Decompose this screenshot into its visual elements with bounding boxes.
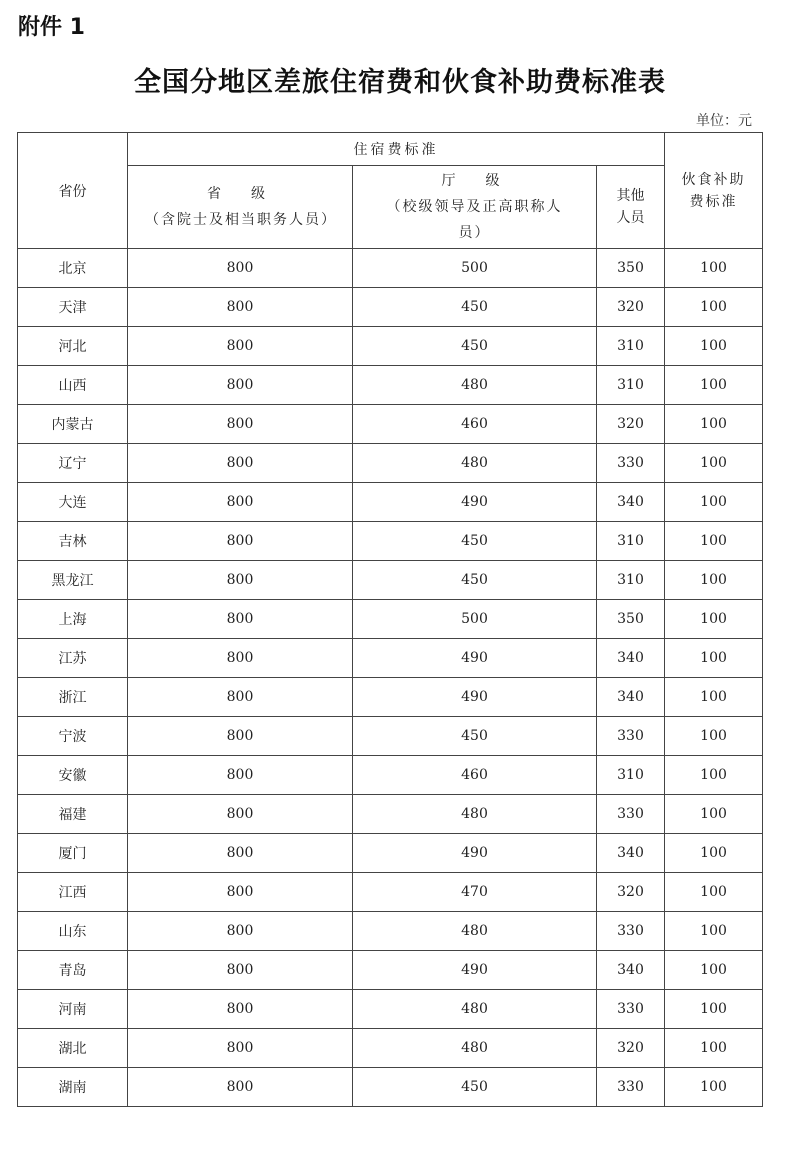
- table-row: [18, 1029, 763, 1068]
- provincial-level-note: （含院士及相当职务人员）: [145, 212, 337, 228]
- other-staff-cell: 340: [597, 678, 665, 717]
- other-staff-cell: 350: [597, 600, 665, 639]
- other-staff-cell: 310: [597, 522, 665, 561]
- other-staff-cell: 340: [597, 834, 665, 873]
- provincial-level-cell: 800: [128, 834, 353, 873]
- table-row: [18, 444, 763, 483]
- department-level-cell: 450: [353, 288, 597, 327]
- provincial-level-header: [128, 166, 353, 249]
- other-staff-cell: 330: [597, 795, 665, 834]
- department-level-cell: 490: [353, 483, 597, 522]
- province-cell: 大连: [18, 483, 128, 522]
- department-level-header: [353, 166, 597, 249]
- standards-table: [17, 132, 763, 1107]
- table-row: [18, 522, 763, 561]
- meal-allowance-cell: 100: [665, 873, 763, 912]
- provincial-level-label: 省 级: [207, 186, 273, 202]
- meal-allowance-cell: 100: [665, 288, 763, 327]
- province-cell: 浙江: [18, 678, 128, 717]
- meal-allowance-cell: 100: [665, 405, 763, 444]
- department-level-cell: 460: [353, 405, 597, 444]
- provincial-level-cell: 800: [128, 366, 353, 405]
- other-staff-cell: 310: [597, 561, 665, 600]
- attachment-label: 附件 1: [18, 15, 85, 40]
- provincial-level-cell: 800: [128, 678, 353, 717]
- province-cell: 河南: [18, 990, 128, 1029]
- department-level-cell: 490: [353, 951, 597, 990]
- department-level-cell: 490: [353, 639, 597, 678]
- meal-allowance-cell: 100: [665, 522, 763, 561]
- province-cell: 厦门: [18, 834, 128, 873]
- meal-allowance-cell: 100: [665, 834, 763, 873]
- provincial-level-cell: 800: [128, 444, 353, 483]
- meal-allowance-cell: 100: [665, 249, 763, 288]
- meal-allowance-cell: 100: [665, 678, 763, 717]
- department-level-cell: 480: [353, 366, 597, 405]
- department-level-note: （校级领导及正高职称人员）: [386, 199, 563, 241]
- meal-allowance-cell: 100: [665, 639, 763, 678]
- department-level-cell: 480: [353, 795, 597, 834]
- department-level-cell: 480: [353, 1029, 597, 1068]
- other-staff-cell: 310: [597, 756, 665, 795]
- unit-label: 单位：元: [696, 113, 752, 129]
- department-level-cell: 500: [353, 249, 597, 288]
- other-staff-cell: 330: [597, 990, 665, 1029]
- page-title: 全国分地区差旅住宿费和伙食补助费标准表: [134, 67, 666, 98]
- provincial-level-cell: 800: [128, 522, 353, 561]
- other-staff-cell: 320: [597, 288, 665, 327]
- province-cell: 吉林: [18, 522, 128, 561]
- department-level-cell: 450: [353, 561, 597, 600]
- meal-allowance-header: [665, 133, 763, 249]
- table-row: [18, 795, 763, 834]
- table-row: [18, 600, 763, 639]
- table-row: [18, 990, 763, 1029]
- provincial-level-cell: 800: [128, 561, 353, 600]
- other-staff-cell: 350: [597, 249, 665, 288]
- meal-allowance-cell: 100: [665, 483, 763, 522]
- department-level-cell: 470: [353, 873, 597, 912]
- other-staff-cell: 310: [597, 327, 665, 366]
- meal-allowance-cell: 100: [665, 990, 763, 1029]
- header-row-sub: [18, 166, 763, 249]
- provincial-level-cell: 800: [128, 483, 353, 522]
- meal-allowance-cell: 100: [665, 561, 763, 600]
- table-row: [18, 756, 763, 795]
- table-row: [18, 678, 763, 717]
- province-cell: 山西: [18, 366, 128, 405]
- provincial-level-cell: 800: [128, 912, 353, 951]
- table-row: [18, 639, 763, 678]
- other-staff-cell: 340: [597, 951, 665, 990]
- province-cell: 河北: [18, 327, 128, 366]
- provincial-level-cell: 800: [128, 405, 353, 444]
- provincial-level-cell: 800: [128, 288, 353, 327]
- department-level-label: 厅 级: [441, 173, 508, 189]
- table-row: [18, 1068, 763, 1107]
- provincial-level-cell: 800: [128, 600, 353, 639]
- meal-allowance-cell: 100: [665, 444, 763, 483]
- meal-allowance-cell: 100: [665, 1029, 763, 1068]
- table-row: [18, 327, 763, 366]
- other-staff-cell: 330: [597, 444, 665, 483]
- department-level-cell: 490: [353, 834, 597, 873]
- province-cell: 湖南: [18, 1068, 128, 1107]
- provincial-level-cell: 800: [128, 990, 353, 1029]
- table-row: [18, 912, 763, 951]
- other-staff-header-text: 其他人员: [616, 188, 645, 226]
- province-cell: 内蒙古: [18, 405, 128, 444]
- meal-allowance-cell: 100: [665, 717, 763, 756]
- province-header: 省份: [18, 133, 128, 249]
- other-staff-header: [597, 166, 665, 249]
- province-cell: 山东: [18, 912, 128, 951]
- other-staff-cell: 320: [597, 1029, 665, 1068]
- department-level-cell: 480: [353, 912, 597, 951]
- table-row: [18, 834, 763, 873]
- other-staff-cell: 330: [597, 1068, 665, 1107]
- table-row: [18, 561, 763, 600]
- provincial-level-cell: 800: [128, 717, 353, 756]
- other-staff-cell: 330: [597, 912, 665, 951]
- table-row: [18, 249, 763, 288]
- other-staff-cell: 340: [597, 639, 665, 678]
- provincial-level-cell: 800: [128, 1068, 353, 1107]
- other-staff-cell: 320: [597, 405, 665, 444]
- provincial-level-cell: 800: [128, 249, 353, 288]
- department-level-cell: 450: [353, 522, 597, 561]
- header-row-top: [18, 133, 763, 166]
- table-body: [18, 133, 763, 1107]
- department-level-cell: 450: [353, 327, 597, 366]
- provincial-level-cell: 800: [128, 1029, 353, 1068]
- meal-allowance-cell: 100: [665, 795, 763, 834]
- province-cell: 宁波: [18, 717, 128, 756]
- provincial-level-cell: 800: [128, 756, 353, 795]
- other-staff-cell: 330: [597, 717, 665, 756]
- province-cell: 北京: [18, 249, 128, 288]
- province-cell: 天津: [18, 288, 128, 327]
- lodging-standard-header: 住宿费标准: [128, 133, 665, 166]
- table-row: [18, 288, 763, 327]
- table-row: [18, 366, 763, 405]
- meal-allowance-cell: 100: [665, 366, 763, 405]
- province-cell: 青岛: [18, 951, 128, 990]
- department-level-cell: 500: [353, 600, 597, 639]
- department-level-cell: 450: [353, 1068, 597, 1107]
- province-cell: 上海: [18, 600, 128, 639]
- province-cell: 黑龙江: [18, 561, 128, 600]
- department-level-cell: 450: [353, 717, 597, 756]
- meal-allowance-cell: 100: [665, 756, 763, 795]
- meal-allowance-cell: 100: [665, 600, 763, 639]
- other-staff-cell: 310: [597, 366, 665, 405]
- meal-allowance-cell: 100: [665, 327, 763, 366]
- meal-allowance-cell: 100: [665, 1068, 763, 1107]
- meal-allowance-cell: 100: [665, 912, 763, 951]
- other-staff-cell: 340: [597, 483, 665, 522]
- provincial-level-cell: 800: [128, 795, 353, 834]
- province-cell: 江西: [18, 873, 128, 912]
- department-level-cell: 480: [353, 990, 597, 1029]
- provincial-level-cell: 800: [128, 639, 353, 678]
- table-row: [18, 717, 763, 756]
- department-level-cell: 460: [353, 756, 597, 795]
- table-row: [18, 873, 763, 912]
- table-row: [18, 483, 763, 522]
- province-cell: 福建: [18, 795, 128, 834]
- province-cell: 安徽: [18, 756, 128, 795]
- other-staff-cell: 320: [597, 873, 665, 912]
- provincial-level-cell: 800: [128, 873, 353, 912]
- table-row: [18, 405, 763, 444]
- department-level-cell: 490: [353, 678, 597, 717]
- province-cell: 湖北: [18, 1029, 128, 1068]
- table-row: [18, 951, 763, 990]
- department-level-cell: 480: [353, 444, 597, 483]
- meal-allowance-header-text: 伙食补助费标准: [681, 171, 746, 210]
- provincial-level-cell: 800: [128, 327, 353, 366]
- provincial-level-cell: 800: [128, 951, 353, 990]
- province-cell: 江苏: [18, 639, 128, 678]
- meal-allowance-cell: 100: [665, 951, 763, 990]
- province-cell: 辽宁: [18, 444, 128, 483]
